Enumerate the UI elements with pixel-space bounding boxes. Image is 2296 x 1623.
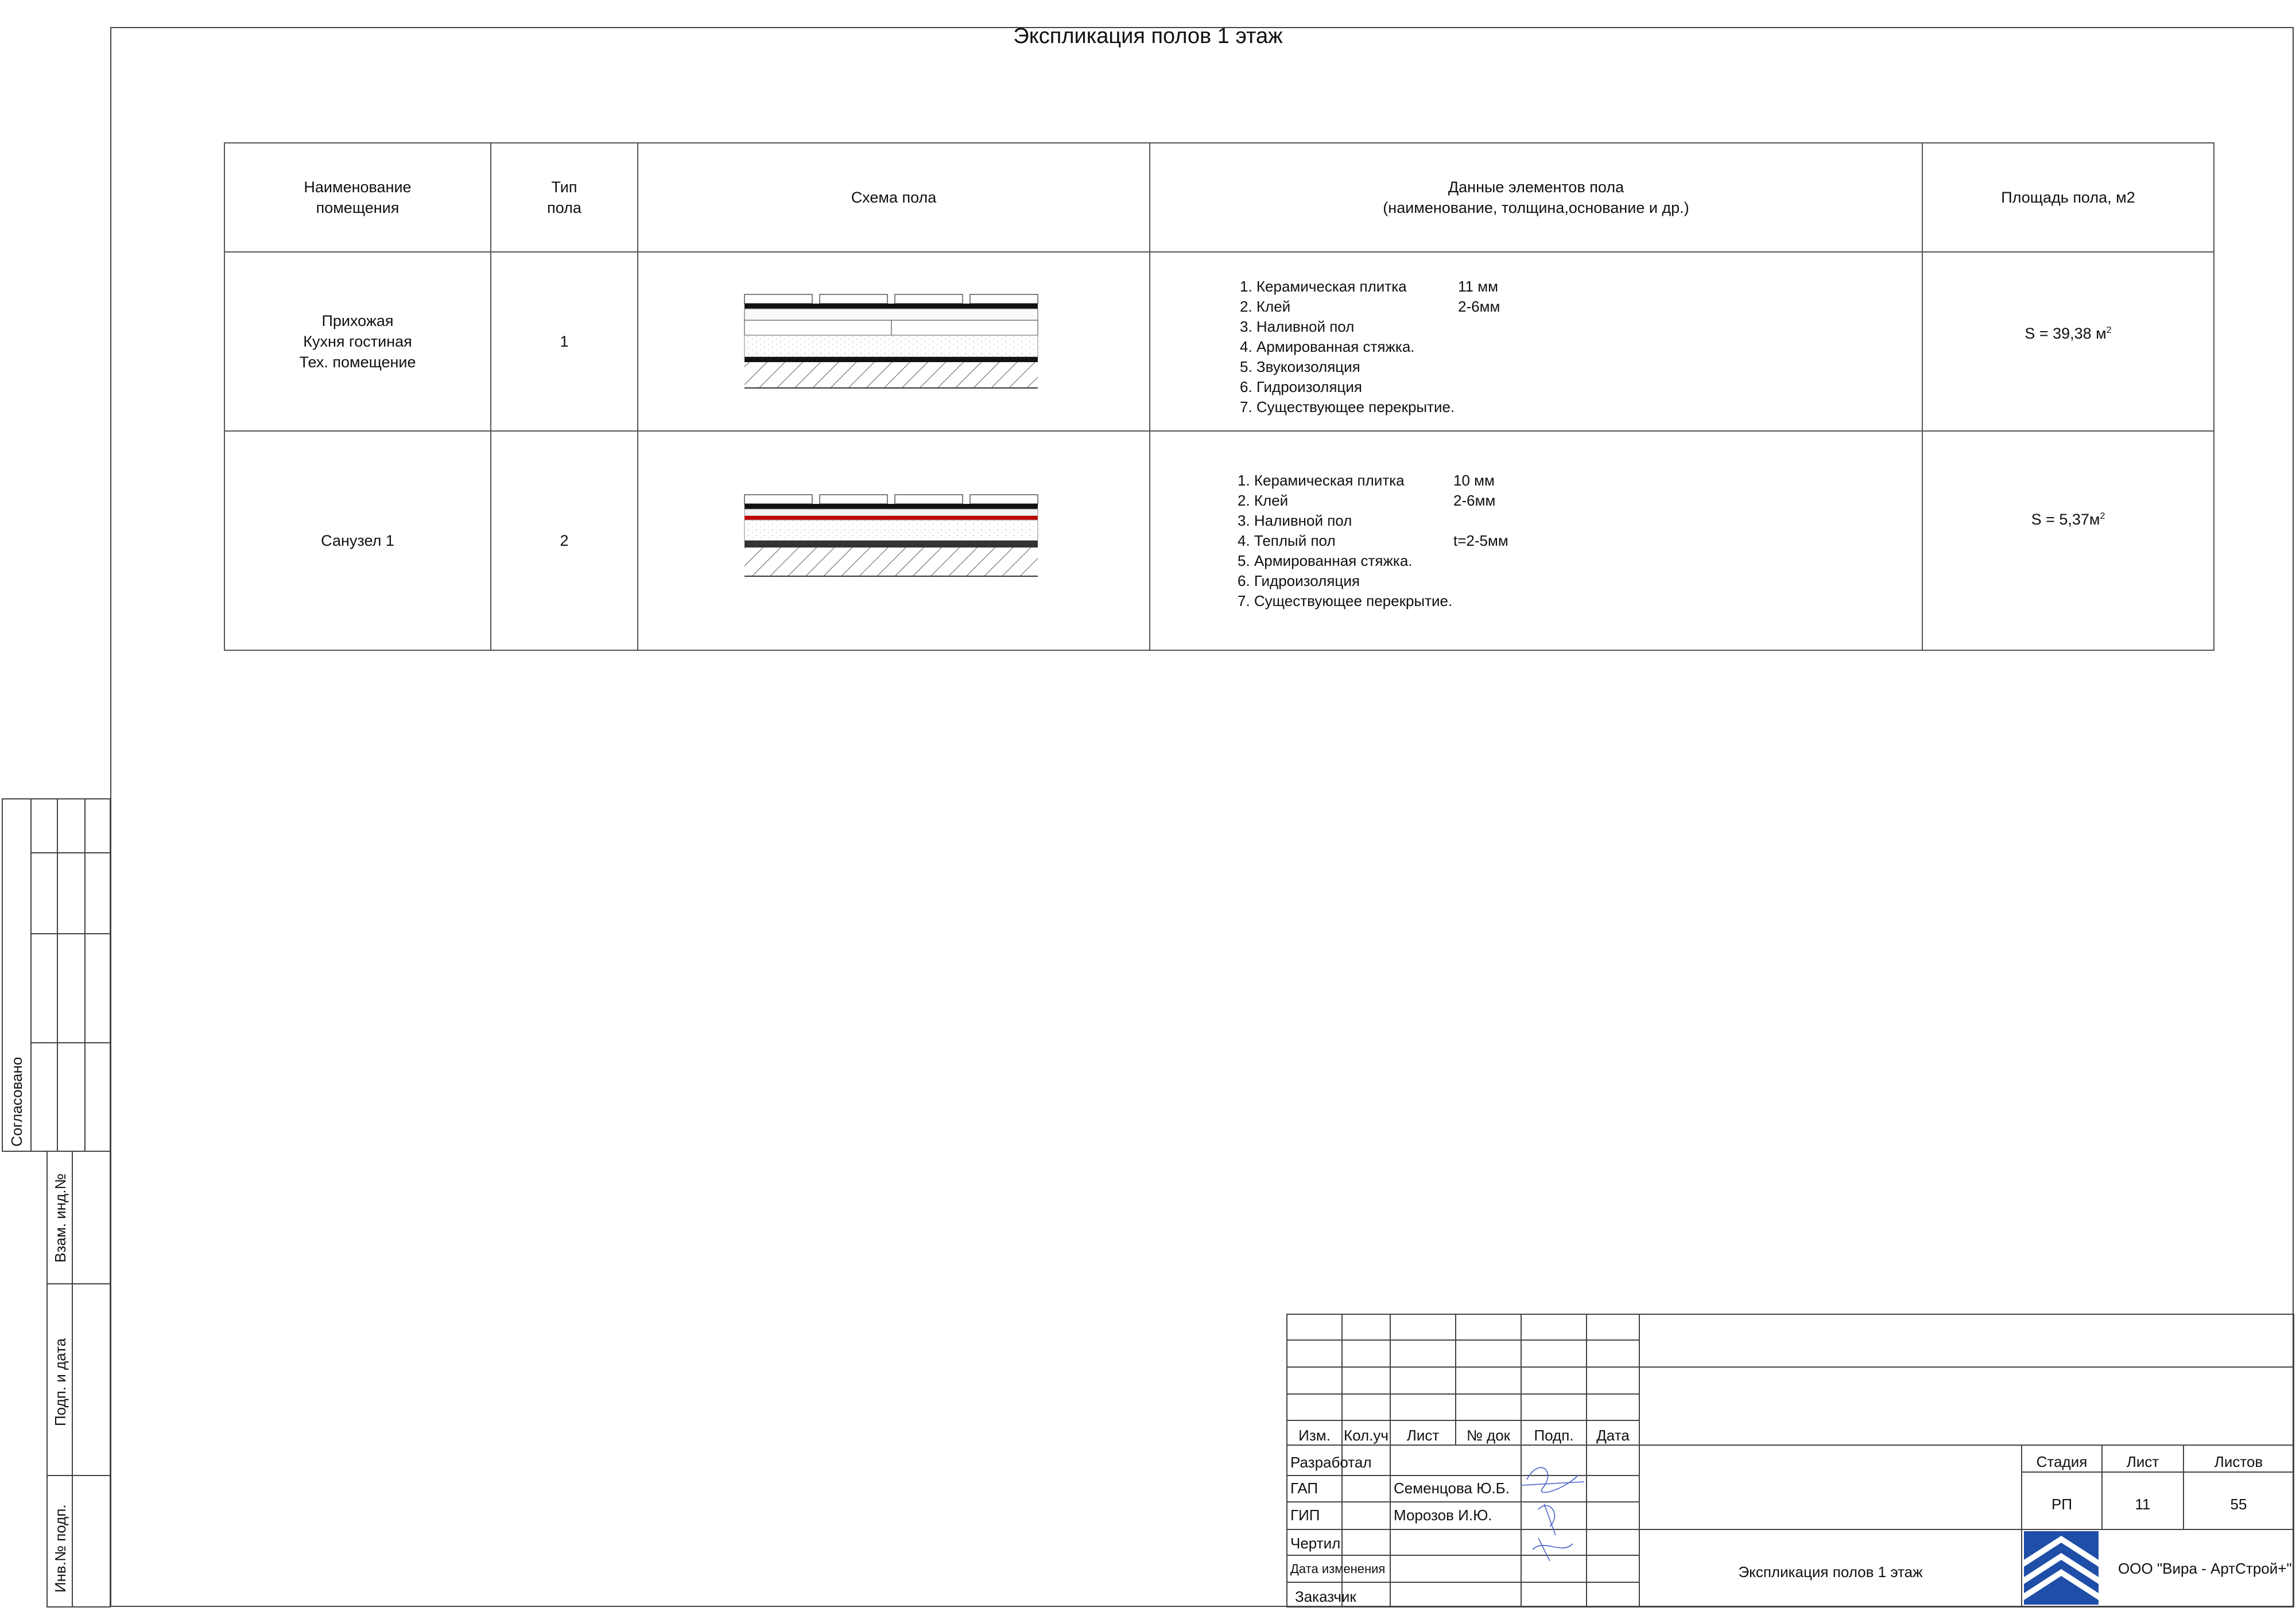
layer-name: 6. Гидроизоляция	[1238, 572, 1360, 589]
layer-name: 5. Армированная стяжка.	[1238, 552, 1413, 569]
replace-inv-label: Взам. инд.№	[52, 1173, 69, 1263]
floor-type-cell: 2	[491, 431, 638, 650]
header-elements-line-1: Данные элементов пола	[1448, 178, 1624, 196]
area-value: S = 5,37м	[2031, 511, 2100, 528]
floor-type-cell: 1	[491, 252, 638, 431]
layer-thickness: 2-6мм	[1458, 297, 1500, 315]
layer-name: 6. Гидроизоляция	[1240, 378, 1362, 395]
page-title: Экспликация полов 1 этаж	[1013, 24, 1283, 48]
room-name: Прихожая	[321, 312, 394, 329]
area-unit-sup: 2	[2106, 325, 2112, 335]
layer-name: 2. Клей	[1238, 491, 1289, 509]
company-name: ООО "Вира - АртСтрой+"	[2118, 1560, 2292, 1577]
area-value: S = 39,38 м	[2024, 325, 2107, 342]
stamp-col-date: Дата	[1596, 1427, 1630, 1444]
layer-name: 4. Армированная стяжка.	[1240, 337, 1415, 355]
role-gip: ГИП	[1290, 1506, 1320, 1524]
layer-name: 5. Звукоизоляция	[1240, 358, 1360, 375]
stamp-col-list: Лист	[1406, 1427, 1440, 1444]
stamp-doc-title: Экспликация полов 1 этаж	[1738, 1563, 1923, 1581]
header-room-line-1: Наименование	[304, 178, 412, 196]
layer-thickness: t=2-5мм	[1453, 531, 1508, 549]
header-scheme: Схема пола	[638, 143, 1150, 252]
layer-name: 4. Теплый пол	[1238, 531, 1336, 549]
layer-thickness: 2-6мм	[1453, 491, 1496, 509]
company-logo	[2024, 1531, 2099, 1605]
sheets-value: 55	[2230, 1496, 2247, 1513]
stamp-col-doc: № док	[1466, 1427, 1511, 1444]
role-customer: Заказчик	[1295, 1588, 1356, 1605]
role-gap: ГАП	[1290, 1480, 1318, 1497]
room-name: Тех. помещение	[299, 354, 416, 371]
role-change-date: Дата изменения	[1290, 1562, 1386, 1576]
signature-scribbles	[1515, 1452, 1596, 1567]
room-name: Санузел 1	[321, 532, 394, 549]
layer-name: 3. Наливной пол	[1238, 511, 1352, 529]
layer-name: 2. Клей	[1240, 297, 1291, 315]
layer-name: 7. Существующее перекрытие.	[1238, 592, 1453, 609]
room-name: Кухня гостиная	[303, 333, 412, 350]
agreed-label: Согласовано	[8, 1057, 25, 1147]
sheet-label: Лист	[2126, 1453, 2159, 1470]
sheets-label: Листов	[2214, 1453, 2263, 1470]
layer-thickness: 10 мм	[1453, 471, 1495, 489]
name-gap: Семенцова Ю.Б.	[1394, 1480, 1510, 1497]
inv-number-label: Инв.№ подп.	[52, 1504, 69, 1593]
role-developer: Разработал	[1290, 1454, 1372, 1471]
stamp-col-kolvo: Кол.уч	[1344, 1427, 1389, 1444]
stamp-col-sign: Подп.	[1534, 1427, 1574, 1444]
header-type-line-1: Тип	[551, 178, 577, 196]
layer-name: 1. Керамическая плитка	[1240, 277, 1407, 295]
layer-name: 7. Существующее перекрытие.	[1240, 398, 1455, 416]
stage-value: РП	[2051, 1496, 2073, 1513]
header-type-line-2: пола	[547, 199, 581, 216]
sheet-value: 11	[2135, 1496, 2151, 1513]
header-room-line-2: помещения	[316, 199, 400, 216]
area-unit-sup: 2	[2100, 511, 2105, 521]
layer-name: 1. Керамическая плитка	[1238, 471, 1405, 489]
layer-name: 3. Наливной пол	[1240, 317, 1355, 335]
stamp-col-izm: Изм.	[1298, 1427, 1331, 1444]
stage-label: Стадия	[2036, 1453, 2088, 1470]
role-drafter: Чертил	[1290, 1535, 1341, 1552]
header-area: Площадь пола, м2	[1922, 143, 2214, 252]
layer-thickness: 11 мм	[1458, 277, 1498, 295]
name-gip: Морозов И.Ю.	[1394, 1506, 1492, 1524]
header-elements-line-2: (наименование, толщина,основание и др.)	[1383, 199, 1689, 216]
sign-date-label: Подп. и дата	[52, 1338, 69, 1426]
